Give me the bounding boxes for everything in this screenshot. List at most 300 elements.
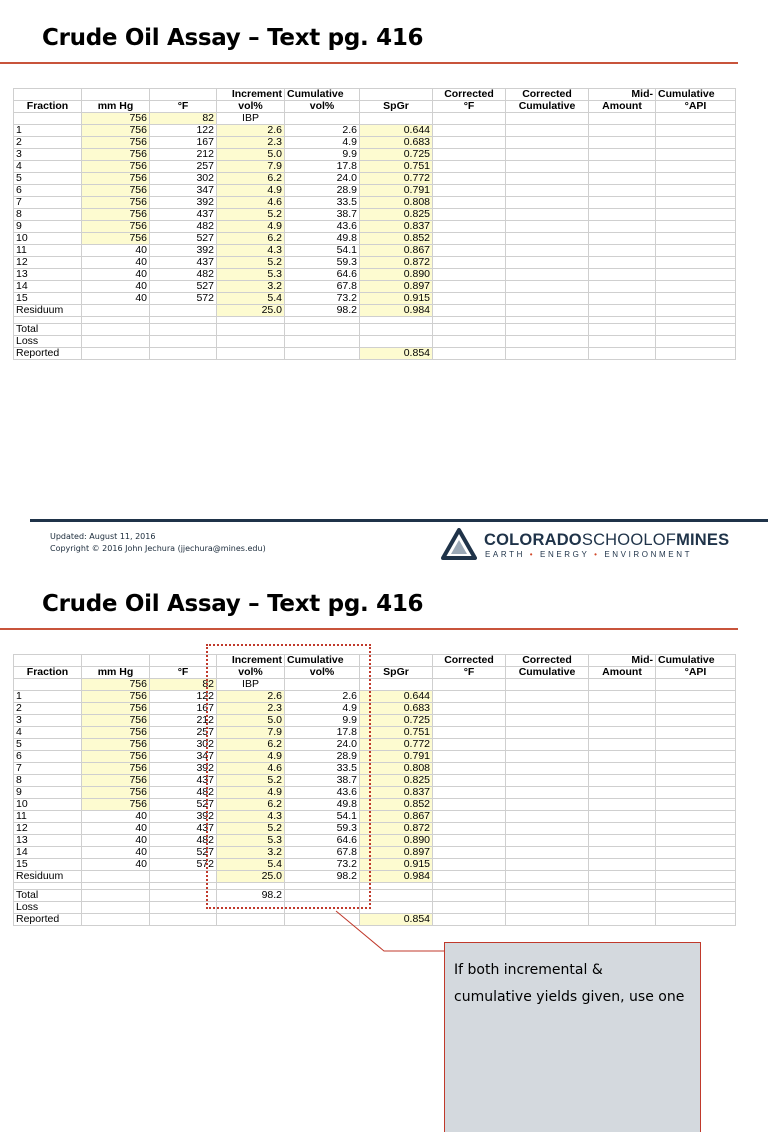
table-cell bbox=[433, 161, 506, 173]
table-cell bbox=[150, 324, 217, 336]
table-cell bbox=[82, 305, 150, 317]
table-cell: 756 bbox=[82, 679, 150, 691]
table-cell: 7 bbox=[14, 763, 82, 775]
table-cell: 0.825 bbox=[360, 209, 433, 221]
table-cell: 0.791 bbox=[360, 751, 433, 763]
table-cell: 756 bbox=[82, 763, 150, 775]
table-cell: 167 bbox=[150, 703, 217, 715]
table-cell: 49.8 bbox=[285, 233, 360, 245]
table-cell: 0.683 bbox=[360, 703, 433, 715]
table-cell bbox=[433, 281, 506, 293]
table-cell bbox=[589, 161, 656, 173]
table-cell bbox=[589, 245, 656, 257]
title-divider bbox=[0, 62, 738, 64]
copyright-notice: Copyright © 2016 John Jechura (jjechura@mines.edu) bbox=[50, 544, 266, 553]
table-cell bbox=[433, 221, 506, 233]
table-cell: 82 bbox=[150, 679, 217, 691]
table-cell bbox=[656, 125, 736, 137]
table-cell: 98.2 bbox=[217, 890, 285, 902]
table-cell: 15 bbox=[14, 293, 82, 305]
table-row bbox=[14, 324, 736, 336]
table-cell: 12 bbox=[14, 823, 82, 835]
table-cell: 0.837 bbox=[360, 787, 433, 799]
table-cell: 0.772 bbox=[360, 739, 433, 751]
table-cell: 756 bbox=[82, 221, 150, 233]
table-cell: 527 bbox=[150, 281, 217, 293]
table-cell bbox=[656, 137, 736, 149]
table-row bbox=[14, 125, 736, 137]
table-cell: 11 bbox=[14, 811, 82, 823]
table-cell bbox=[589, 305, 656, 317]
table-cell bbox=[656, 257, 736, 269]
column-header bbox=[150, 89, 217, 101]
table-cell bbox=[656, 113, 736, 125]
table-cell bbox=[589, 336, 656, 348]
table-cell: 2.3 bbox=[217, 137, 285, 149]
table-cell: 8 bbox=[14, 209, 82, 221]
table-cell bbox=[506, 149, 589, 161]
table-cell: 4.3 bbox=[217, 811, 285, 823]
table-cell: 73.2 bbox=[285, 293, 360, 305]
table-row bbox=[14, 245, 736, 257]
table-cell bbox=[506, 173, 589, 185]
table-cell bbox=[589, 348, 656, 360]
table-cell: 82 bbox=[150, 113, 217, 125]
table-cell: 347 bbox=[150, 185, 217, 197]
table-cell: 527 bbox=[150, 847, 217, 859]
table-cell bbox=[14, 317, 82, 324]
table-cell bbox=[433, 185, 506, 197]
table-cell: 0.872 bbox=[360, 257, 433, 269]
table-cell: 40 bbox=[82, 823, 150, 835]
table-cell: 17.8 bbox=[285, 727, 360, 739]
table-cell bbox=[506, 209, 589, 221]
column-header: SpGr bbox=[360, 667, 433, 679]
table-cell: 0.867 bbox=[360, 245, 433, 257]
table-cell: 257 bbox=[150, 727, 217, 739]
table-cell: Reported bbox=[14, 914, 82, 926]
logo-wordmark: COLORADOSCHOOLOFMINES bbox=[484, 531, 730, 549]
column-header: Corrected bbox=[506, 89, 589, 101]
table-cell: 302 bbox=[150, 173, 217, 185]
table-cell bbox=[14, 113, 82, 125]
table-cell bbox=[506, 305, 589, 317]
table-cell: 482 bbox=[150, 835, 217, 847]
table-cell: Loss bbox=[14, 336, 82, 348]
table-cell bbox=[506, 125, 589, 137]
table-cell: 482 bbox=[150, 221, 217, 233]
table-row bbox=[14, 293, 736, 305]
table-cell: Total bbox=[14, 890, 82, 902]
table-header-row bbox=[14, 101, 736, 113]
table-cell bbox=[589, 197, 656, 209]
table-cell bbox=[589, 257, 656, 269]
assay-table bbox=[13, 88, 736, 360]
table-row bbox=[14, 305, 736, 317]
table-cell: 40 bbox=[82, 811, 150, 823]
table-cell bbox=[656, 269, 736, 281]
column-header: °API bbox=[656, 101, 736, 113]
table-cell: 54.1 bbox=[285, 245, 360, 257]
table-cell bbox=[506, 348, 589, 360]
table-cell: 67.8 bbox=[285, 281, 360, 293]
column-header: Amount bbox=[589, 101, 656, 113]
table-cell: 756 bbox=[82, 125, 150, 137]
table-cell: 17.8 bbox=[285, 161, 360, 173]
table-cell: 73.2 bbox=[285, 859, 360, 871]
table-cell: 2 bbox=[14, 137, 82, 149]
table-cell: 0.791 bbox=[360, 185, 433, 197]
table-cell: 54.1 bbox=[285, 811, 360, 823]
table-cell: 437 bbox=[150, 775, 217, 787]
updated-date: Updated: August 11, 2016 bbox=[50, 532, 156, 541]
table-cell: 6.2 bbox=[217, 739, 285, 751]
table-cell: 0.852 bbox=[360, 799, 433, 811]
table-cell: 3 bbox=[14, 149, 82, 161]
slide-title: Crude Oil Assay – Text pg. 416 bbox=[42, 591, 424, 617]
table-cell bbox=[150, 305, 217, 317]
table-cell: 392 bbox=[150, 245, 217, 257]
table-cell: 5 bbox=[14, 739, 82, 751]
table-cell: IBP bbox=[217, 113, 285, 125]
table-cell: 7.9 bbox=[217, 727, 285, 739]
column-header: °F bbox=[433, 667, 506, 679]
table-cell: 0.751 bbox=[360, 727, 433, 739]
table-cell: 9.9 bbox=[285, 149, 360, 161]
table-cell: 3.2 bbox=[217, 281, 285, 293]
table-cell bbox=[217, 336, 285, 348]
table-cell: 9.9 bbox=[285, 715, 360, 727]
column-header: Fraction bbox=[14, 667, 82, 679]
table-cell: 5.0 bbox=[217, 715, 285, 727]
table-cell bbox=[506, 185, 589, 197]
column-header: Amount bbox=[589, 667, 656, 679]
table-cell: 0.683 bbox=[360, 137, 433, 149]
table-cell: 10 bbox=[14, 233, 82, 245]
table-cell: 6 bbox=[14, 185, 82, 197]
table-cell: 756 bbox=[82, 161, 150, 173]
table-cell bbox=[360, 317, 433, 324]
table-cell bbox=[285, 113, 360, 125]
table-cell: 392 bbox=[150, 763, 217, 775]
table-cell: 4.9 bbox=[217, 185, 285, 197]
table-cell bbox=[656, 221, 736, 233]
table-cell: 40 bbox=[82, 245, 150, 257]
column-header: vol% bbox=[285, 101, 360, 113]
table-cell: 572 bbox=[150, 859, 217, 871]
table-cell bbox=[656, 185, 736, 197]
column-header: Cumulative bbox=[285, 89, 360, 101]
footer-divider bbox=[30, 519, 768, 522]
table-cell: 14 bbox=[14, 281, 82, 293]
table-header-row bbox=[14, 89, 736, 101]
table-cell: 9 bbox=[14, 221, 82, 233]
table-cell: 0.897 bbox=[360, 847, 433, 859]
table-cell bbox=[589, 113, 656, 125]
column-header: Corrected bbox=[433, 89, 506, 101]
table-cell: 11 bbox=[14, 245, 82, 257]
table-cell: 122 bbox=[150, 125, 217, 137]
table-cell: 257 bbox=[150, 161, 217, 173]
table-cell: 2.3 bbox=[217, 703, 285, 715]
callout-line-1: If both incremental & bbox=[454, 962, 603, 978]
table-cell bbox=[589, 137, 656, 149]
table-cell: 5.4 bbox=[217, 293, 285, 305]
table-cell: 0.867 bbox=[360, 811, 433, 823]
table-cell: 28.9 bbox=[285, 185, 360, 197]
table-cell bbox=[285, 348, 360, 360]
column-header bbox=[82, 89, 150, 101]
column-header: Cumulative bbox=[506, 101, 589, 113]
table-cell: 24.0 bbox=[285, 173, 360, 185]
table-cell: 2.6 bbox=[217, 125, 285, 137]
table-cell: 437 bbox=[150, 209, 217, 221]
table-cell: 98.2 bbox=[285, 305, 360, 317]
table-cell: 5.3 bbox=[217, 269, 285, 281]
table-cell: 4 bbox=[14, 161, 82, 173]
column-header: mm Hg bbox=[82, 101, 150, 113]
table-cell: 756 bbox=[82, 113, 150, 125]
table-cell: 67.8 bbox=[285, 847, 360, 859]
table-cell: 40 bbox=[82, 847, 150, 859]
table-row bbox=[14, 161, 736, 173]
table-cell: 38.7 bbox=[285, 775, 360, 787]
table-cell bbox=[506, 281, 589, 293]
table-cell: 0.808 bbox=[360, 763, 433, 775]
table-cell bbox=[285, 317, 360, 324]
table-cell: 756 bbox=[82, 775, 150, 787]
table-cell: 0.837 bbox=[360, 221, 433, 233]
table-cell bbox=[506, 221, 589, 233]
table-cell bbox=[656, 317, 736, 324]
table-cell: 756 bbox=[82, 739, 150, 751]
colorado-school-of-mines-logo bbox=[441, 528, 741, 564]
table-cell: 4.9 bbox=[285, 703, 360, 715]
table-cell bbox=[656, 324, 736, 336]
table-row bbox=[14, 185, 736, 197]
table-row bbox=[14, 209, 736, 221]
table-cell: 5.2 bbox=[217, 257, 285, 269]
table-cell: 0.751 bbox=[360, 161, 433, 173]
table-cell: 5.2 bbox=[217, 209, 285, 221]
callout-line-2: cumulative yields given, use one bbox=[454, 989, 685, 1005]
table-cell: 5 bbox=[14, 173, 82, 185]
table-cell bbox=[589, 185, 656, 197]
table-cell: 0.644 bbox=[360, 691, 433, 703]
table-cell: 0.890 bbox=[360, 269, 433, 281]
table-cell bbox=[656, 209, 736, 221]
column-header: °F bbox=[150, 101, 217, 113]
table-cell: 3.2 bbox=[217, 847, 285, 859]
table-cell bbox=[285, 324, 360, 336]
table-cell: 122 bbox=[150, 691, 217, 703]
table-cell: 15 bbox=[14, 859, 82, 871]
table-cell bbox=[433, 173, 506, 185]
table-cell bbox=[656, 149, 736, 161]
table-cell: 0.808 bbox=[360, 197, 433, 209]
table-cell: 212 bbox=[150, 149, 217, 161]
table-cell: 2.6 bbox=[217, 691, 285, 703]
column-header: SpGr bbox=[360, 101, 433, 113]
column-header: vol% bbox=[285, 667, 360, 679]
table-cell: 756 bbox=[82, 173, 150, 185]
table-cell: 756 bbox=[82, 727, 150, 739]
table-cell bbox=[506, 197, 589, 209]
table-row bbox=[14, 137, 736, 149]
column-header: vol% bbox=[217, 667, 285, 679]
table-cell bbox=[506, 336, 589, 348]
table-cell: 0.872 bbox=[360, 823, 433, 835]
table-cell: 64.6 bbox=[285, 269, 360, 281]
table-cell: 59.3 bbox=[285, 257, 360, 269]
table-cell: 3 bbox=[14, 715, 82, 727]
table-cell bbox=[360, 113, 433, 125]
table-cell: 4.9 bbox=[217, 787, 285, 799]
table-cell bbox=[656, 197, 736, 209]
table-cell: 756 bbox=[82, 691, 150, 703]
table-cell: 40 bbox=[82, 257, 150, 269]
column-header: Increment bbox=[217, 655, 285, 667]
table-cell: 347 bbox=[150, 751, 217, 763]
table-cell: 28.9 bbox=[285, 751, 360, 763]
table-cell: 0.854 bbox=[360, 914, 433, 926]
table-cell bbox=[82, 348, 150, 360]
table-cell bbox=[589, 149, 656, 161]
table-cell bbox=[360, 336, 433, 348]
table-cell: 1 bbox=[14, 691, 82, 703]
table-cell bbox=[150, 348, 217, 360]
column-header: °F bbox=[150, 667, 217, 679]
footer-text bbox=[50, 531, 266, 555]
table-cell bbox=[217, 348, 285, 360]
column-header bbox=[14, 89, 82, 101]
table-cell: 756 bbox=[82, 197, 150, 209]
column-header: Fraction bbox=[14, 101, 82, 113]
table-cell bbox=[433, 137, 506, 149]
table-cell: 9 bbox=[14, 787, 82, 799]
table-cell bbox=[506, 233, 589, 245]
table-cell bbox=[433, 269, 506, 281]
table-cell bbox=[589, 317, 656, 324]
table-cell: 43.6 bbox=[285, 787, 360, 799]
table-cell: 527 bbox=[150, 799, 217, 811]
table-cell bbox=[656, 233, 736, 245]
table-cell: 0.644 bbox=[360, 125, 433, 137]
table-cell: 437 bbox=[150, 257, 217, 269]
table-cell: 0.984 bbox=[360, 305, 433, 317]
table-row bbox=[14, 348, 736, 360]
table-cell bbox=[656, 245, 736, 257]
table-cell bbox=[506, 257, 589, 269]
table-cell bbox=[433, 293, 506, 305]
table-cell bbox=[433, 113, 506, 125]
table-cell: 392 bbox=[150, 197, 217, 209]
column-header: Cumulative bbox=[285, 655, 360, 667]
table-cell: 0.915 bbox=[360, 293, 433, 305]
table-cell: 0.984 bbox=[360, 871, 433, 883]
table-cell: 4 bbox=[14, 727, 82, 739]
table-cell: 212 bbox=[150, 715, 217, 727]
table-cell bbox=[506, 317, 589, 324]
column-header: °API bbox=[656, 667, 736, 679]
table-cell bbox=[589, 233, 656, 245]
table-row bbox=[14, 113, 736, 125]
table-cell: 24.0 bbox=[285, 739, 360, 751]
callout-note bbox=[444, 942, 701, 1132]
table-cell: 756 bbox=[82, 209, 150, 221]
table-cell: Reported bbox=[14, 348, 82, 360]
column-header: Increment bbox=[217, 89, 285, 101]
table-cell: 40 bbox=[82, 281, 150, 293]
table-cell: 4.9 bbox=[285, 137, 360, 149]
table-cell bbox=[433, 257, 506, 269]
table-cell: 1 bbox=[14, 125, 82, 137]
table-cell: 10 bbox=[14, 799, 82, 811]
table-cell: 0.825 bbox=[360, 775, 433, 787]
table-row bbox=[14, 173, 736, 185]
table-cell: 7.9 bbox=[217, 161, 285, 173]
table-cell: 0.890 bbox=[360, 835, 433, 847]
table-cell bbox=[506, 324, 589, 336]
table-cell: Total bbox=[14, 324, 82, 336]
column-header: Corrected bbox=[433, 655, 506, 667]
table-cell: 14 bbox=[14, 847, 82, 859]
table-cell bbox=[285, 336, 360, 348]
column-header: °F bbox=[433, 101, 506, 113]
table-cell: 43.6 bbox=[285, 221, 360, 233]
table-cell: 756 bbox=[82, 185, 150, 197]
table-cell: 8 bbox=[14, 775, 82, 787]
table-cell: 59.3 bbox=[285, 823, 360, 835]
table-cell: 5.4 bbox=[217, 859, 285, 871]
mines-logo-mark-icon bbox=[441, 528, 477, 562]
table-cell: 25.0 bbox=[217, 871, 285, 883]
table-cell: 2 bbox=[14, 703, 82, 715]
column-header: Cumulative bbox=[506, 667, 589, 679]
table-cell: 12 bbox=[14, 257, 82, 269]
table-cell: 38.7 bbox=[285, 209, 360, 221]
table-cell: Loss bbox=[14, 902, 82, 914]
table-cell: 0.854 bbox=[360, 348, 433, 360]
table-cell: 0.772 bbox=[360, 173, 433, 185]
table-cell bbox=[656, 293, 736, 305]
table-cell: 4.3 bbox=[217, 245, 285, 257]
column-header: Cumulative bbox=[656, 655, 736, 667]
table-cell: 0.725 bbox=[360, 715, 433, 727]
table-cell: 167 bbox=[150, 137, 217, 149]
table-cell: 6.2 bbox=[217, 799, 285, 811]
table-row bbox=[14, 233, 736, 245]
table-cell bbox=[506, 245, 589, 257]
table-cell: 0.897 bbox=[360, 281, 433, 293]
table-cell: 0.915 bbox=[360, 859, 433, 871]
table-row bbox=[14, 197, 736, 209]
table-cell bbox=[433, 209, 506, 221]
table-cell: 6 bbox=[14, 751, 82, 763]
table-cell bbox=[217, 317, 285, 324]
table-cell: 13 bbox=[14, 835, 82, 847]
table-cell bbox=[656, 161, 736, 173]
table-cell: 4.9 bbox=[217, 221, 285, 233]
table-cell: 756 bbox=[82, 137, 150, 149]
table-row bbox=[14, 221, 736, 233]
table-row bbox=[14, 317, 736, 324]
table-cell bbox=[82, 336, 150, 348]
table-cell: 49.8 bbox=[285, 799, 360, 811]
table-cell: 482 bbox=[150, 787, 217, 799]
table-cell bbox=[433, 233, 506, 245]
table-cell bbox=[433, 125, 506, 137]
